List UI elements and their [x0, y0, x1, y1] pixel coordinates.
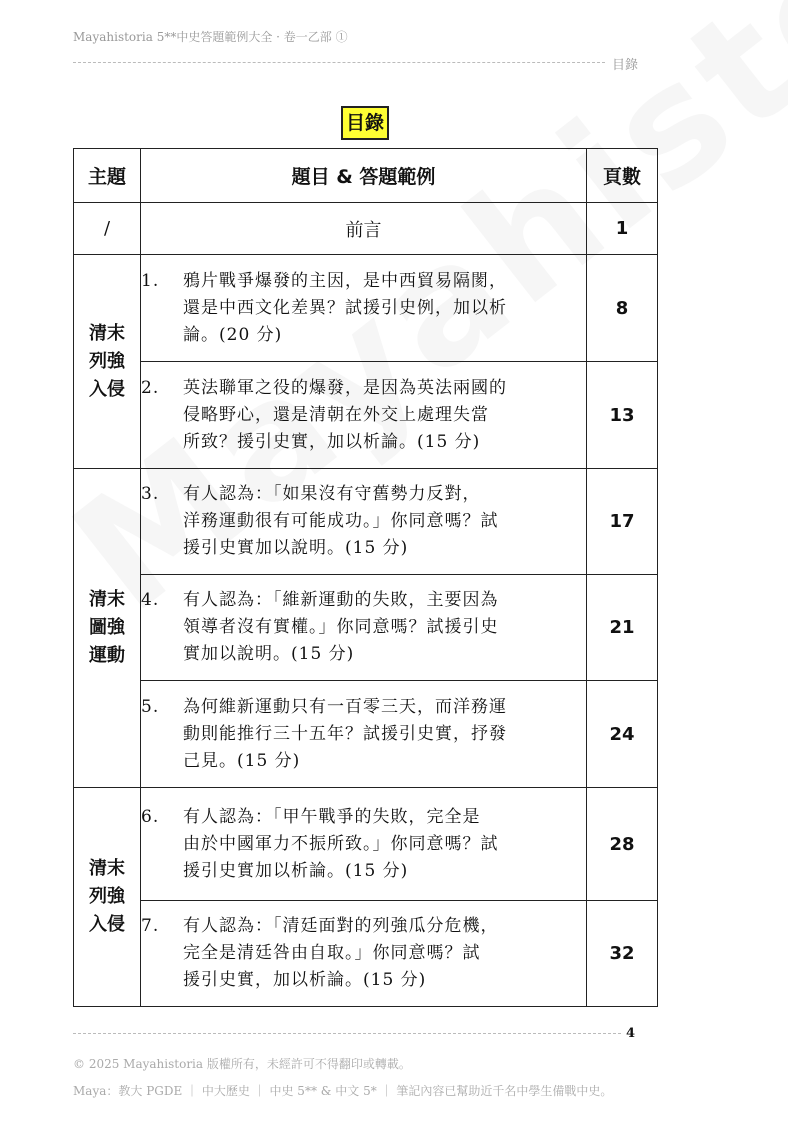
page-column-header: 頁數: [587, 149, 658, 203]
toc-row: [74, 681, 658, 788]
theme-column-header: 主題: [74, 149, 141, 203]
question-text-line: 實加以說明。(15 分): [183, 644, 355, 664]
header-divider: [73, 62, 605, 63]
page-title: 目錄: [341, 106, 389, 140]
question-text-line: 論。(20 分): [183, 324, 283, 345]
theme-line: 運動: [89, 645, 125, 666]
question-number: 7.: [141, 916, 160, 936]
question-cell[interactable]: [141, 255, 587, 362]
theme-cell: [74, 469, 141, 788]
theme-line: 入侵: [89, 378, 125, 400]
page-number-cell[interactable]: 13: [587, 362, 658, 469]
question-number: 4.: [141, 590, 160, 610]
toc-row: [74, 255, 658, 362]
question-text-line: 己見。(15 分): [183, 750, 301, 771]
page-number-cell[interactable]: 28: [587, 788, 658, 901]
question-text-line: 援引史實，加以析論。(15 分): [183, 970, 427, 990]
question-cell[interactable]: [141, 681, 587, 788]
toc-row: [74, 469, 658, 575]
question-text-line: 所致？援引史實，加以析論。(15 分): [183, 431, 481, 452]
toc-row: [74, 362, 658, 469]
toc-row: [74, 575, 658, 681]
question-text-line: 英法聯軍之役的爆發，是因為英法兩國的: [183, 377, 507, 398]
footer-copyright: © 2025 Mayahistoria 版權所有，未經許可不得翻印或轉載。: [73, 1057, 411, 1071]
question-text-line: 援引史實加以說明。(15 分): [183, 538, 409, 558]
question-text-line: 有人認為：「清廷面對的列強瓜分危機，: [183, 916, 499, 936]
toc-table: [73, 148, 658, 1007]
question-text-line: 還是中西文化差異？試援引史例，加以析: [183, 297, 507, 318]
intro-theme: /: [74, 203, 141, 255]
topic-column-header: 題目 & 答題範例: [141, 149, 587, 203]
theme-line: 清末: [89, 322, 125, 344]
theme-line: 列強: [89, 886, 125, 907]
question-cell[interactable]: [141, 901, 587, 1007]
intro-page[interactable]: 1: [587, 203, 658, 255]
footer-author-info: Maya：教大 PGDE ｜ 中大歷史 ｜ 中史 5** & 中文 5* ｜ 筆記內容已幫助近千名中學生備戰中史。: [73, 1084, 613, 1098]
question-number: 3.: [141, 484, 160, 504]
theme-line: 入侵: [89, 914, 125, 935]
question-text-line: 侵略野心，還是清朝在外交上處理失當: [183, 404, 489, 425]
page-number-cell[interactable]: 32: [587, 901, 658, 1007]
header-section-label: 目錄: [612, 58, 639, 73]
theme-cell: [74, 788, 141, 1007]
toc-row-intro: [74, 203, 658, 255]
page-number-cell[interactable]: 21: [587, 575, 658, 681]
footer-divider: [73, 1033, 621, 1034]
question-cell[interactable]: [141, 469, 587, 575]
question-number: 1.: [141, 270, 160, 291]
question-text-line: 援引史實加以析論。(15 分): [183, 860, 409, 881]
question-text-line: 有人認為：「甲午戰爭的失敗，完全是: [183, 806, 481, 827]
theme-line: 清末: [89, 858, 125, 879]
question-text-line: 鴉片戰爭爆發的主因，是中西貿易隔閡，: [183, 270, 507, 291]
question-number: 6.: [141, 806, 160, 827]
toc-row: [74, 788, 658, 901]
intro-topic[interactable]: 前言: [141, 203, 587, 255]
page-number-cell[interactable]: 17: [587, 469, 658, 575]
question-text-line: 由於中國軍力不振所致。」你同意嗎？試: [183, 833, 499, 854]
question-cell[interactable]: [141, 575, 587, 681]
page-number: 4: [626, 1026, 636, 1041]
toc-header-row: [74, 149, 658, 203]
running-header: Mayahistoria 5**中史答題範例大全 · 卷一乙部 ①: [73, 30, 348, 44]
question-text-line: 洋務運動很有可能成功。」你同意嗎？試: [183, 511, 499, 531]
theme-line: 圖強: [89, 617, 125, 638]
question-text-line: 完全是清廷咎由自取。」你同意嗎？試: [183, 943, 481, 963]
question-text-line: 領導者沒有實權。」你同意嗎？試援引史: [183, 617, 499, 637]
question-text-line: 為何維新運動只有一百零三天，而洋務運: [183, 696, 507, 717]
question-number: 5.: [141, 696, 160, 717]
theme-line: 列強: [89, 350, 125, 372]
question-text-line: 有人認為：「維新運動的失敗，主要因為: [183, 590, 499, 610]
question-number: 2.: [141, 377, 160, 398]
page-number-cell[interactable]: 8: [587, 255, 658, 362]
theme-line: 清末: [89, 589, 125, 610]
question-cell[interactable]: [141, 788, 587, 901]
toc-row: [74, 901, 658, 1007]
question-text-line: 有人認為：「如果沒有守舊勢力反對，: [183, 484, 481, 504]
page-number-cell[interactable]: 24: [587, 681, 658, 788]
question-cell[interactable]: [141, 362, 587, 469]
question-text-line: 動則能推行三十五年？試援引史實，抒發: [183, 723, 507, 744]
theme-cell: [74, 255, 141, 469]
